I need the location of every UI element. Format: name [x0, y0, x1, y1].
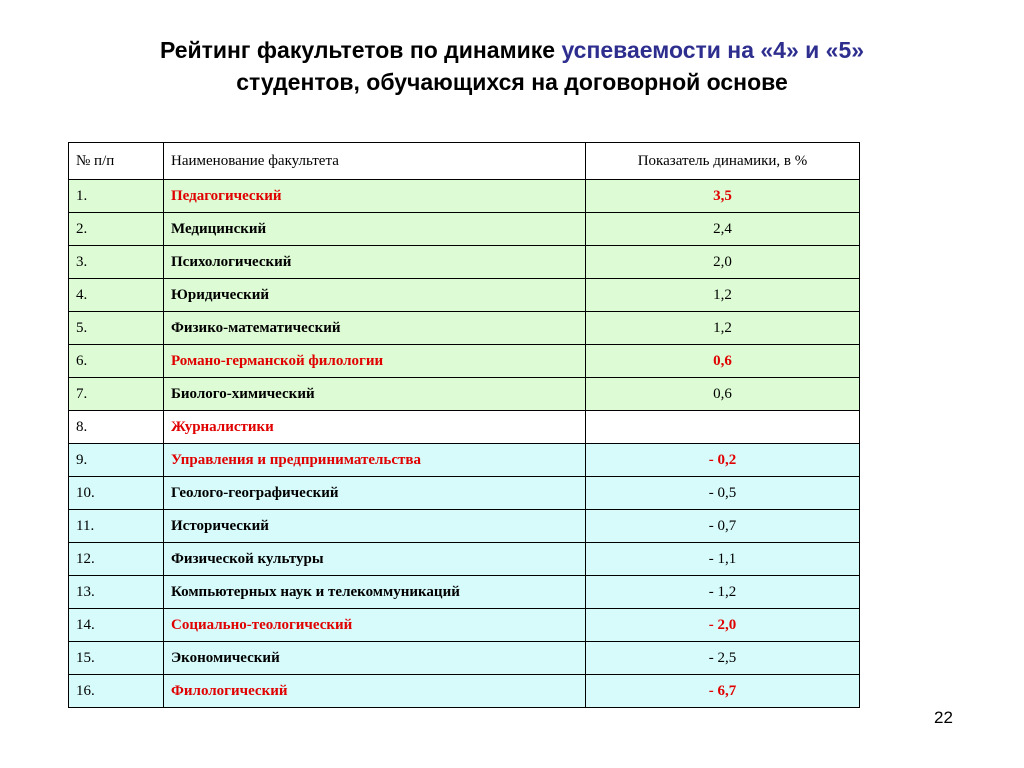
- table-row: [69, 510, 860, 543]
- faculty-name: Исторический: [164, 510, 586, 543]
- row-number: 10.: [69, 477, 164, 510]
- dynamics-value: 3,5: [586, 180, 860, 213]
- row-number: 9.: [69, 444, 164, 477]
- dynamics-value: - 0,7: [586, 510, 860, 543]
- title-line-1: [40, 34, 984, 66]
- row-number: 14.: [69, 609, 164, 642]
- table-row: [69, 444, 860, 477]
- dynamics-value: 1,2: [586, 279, 860, 312]
- table-row: [69, 378, 860, 411]
- faculty-name: Филологический: [164, 675, 586, 708]
- header-num: № п/п: [69, 143, 164, 180]
- row-number: 1.: [69, 180, 164, 213]
- dynamics-value: 2,4: [586, 213, 860, 246]
- row-number: 13.: [69, 576, 164, 609]
- faculty-name: Геолого-географический: [164, 477, 586, 510]
- row-number: 16.: [69, 675, 164, 708]
- table-row: [69, 609, 860, 642]
- faculty-rating-table: [68, 142, 860, 708]
- slide-title: [40, 34, 984, 98]
- faculty-name: Управления и предпринимательства: [164, 444, 586, 477]
- row-number: 12.: [69, 543, 164, 576]
- faculty-name: Физической культуры: [164, 543, 586, 576]
- table-row: [69, 279, 860, 312]
- dynamics-value: 0,6: [586, 345, 860, 378]
- faculty-name: Биолого-химический: [164, 378, 586, 411]
- table-row: [69, 642, 860, 675]
- title-line-2: студентов, обучающихся на договорной основе: [236, 69, 788, 95]
- faculty-name: Педагогический: [164, 180, 586, 213]
- faculty-name: Экономический: [164, 642, 586, 675]
- faculty-name: Физико-математический: [164, 312, 586, 345]
- faculty-name: Романо-германской филологии: [164, 345, 586, 378]
- row-number: 15.: [69, 642, 164, 675]
- title-accent-text: успеваемости на «4» и «5»: [561, 37, 865, 63]
- table-row: [69, 246, 860, 279]
- row-number: 8.: [69, 411, 164, 444]
- row-number: 3.: [69, 246, 164, 279]
- row-number: 5.: [69, 312, 164, 345]
- table-row: [69, 477, 860, 510]
- row-number: 4.: [69, 279, 164, 312]
- table-row: [69, 345, 860, 378]
- faculty-name: Журналистики: [164, 411, 586, 444]
- dynamics-value: 1,2: [586, 312, 860, 345]
- dynamics-value: 2,0: [586, 246, 860, 279]
- row-number: 6.: [69, 345, 164, 378]
- table-row: [69, 543, 860, 576]
- dynamics-value: - 1,2: [586, 576, 860, 609]
- dynamics-value: - 2,0: [586, 609, 860, 642]
- title-text: Рейтинг факультетов по динамике: [159, 37, 562, 63]
- dynamics-value: - 2,5: [586, 642, 860, 675]
- dynamics-value: - 0,2: [586, 444, 860, 477]
- faculty-name: Социально-теологический: [164, 609, 586, 642]
- faculty-name: Юридический: [164, 279, 586, 312]
- dynamics-value: - 6,7: [586, 675, 860, 708]
- faculty-name: Медицинский: [164, 213, 586, 246]
- header-value: Показатель динамики, в %: [586, 143, 860, 180]
- row-number: 11.: [69, 510, 164, 543]
- table-row: [69, 576, 860, 609]
- header-name: Наименование факультета: [164, 143, 586, 180]
- table-body: [69, 143, 860, 708]
- row-number: 7.: [69, 378, 164, 411]
- table-row: [69, 675, 860, 708]
- table-header-row: [69, 143, 860, 180]
- faculty-name: Психологический: [164, 246, 586, 279]
- table-row: [69, 312, 860, 345]
- dynamics-value: [586, 411, 860, 444]
- dynamics-value: - 0,5: [586, 477, 860, 510]
- table-row: [69, 213, 860, 246]
- page-number: 22: [934, 708, 953, 727]
- dynamics-value: 0,6: [586, 378, 860, 411]
- faculty-name: Компьютерных наук и телекоммуникаций: [164, 576, 586, 609]
- table-row: [69, 180, 860, 213]
- row-number: 2.: [69, 213, 164, 246]
- dynamics-value: - 1,1: [586, 543, 860, 576]
- table-row: [69, 411, 860, 444]
